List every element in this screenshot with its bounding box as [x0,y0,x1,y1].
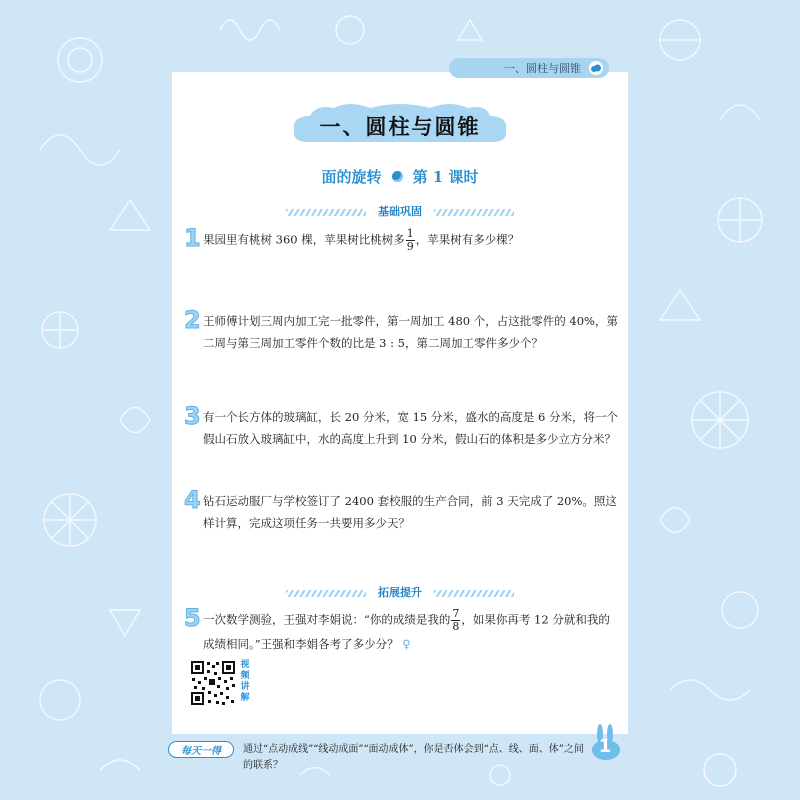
fraction-denominator: 9 [406,240,414,253]
question-2-text [203,310,618,354]
question-3-line-2: 假山石放入玻璃缸中，水的高度上升到 10 分米，假山石的体积是多少立方分米？ [203,432,616,446]
question-number-3: 3 [184,402,201,430]
question-2-line-1: 王师傅计划三周内加工完一批零件，第一周加工 480 个，占这批零件的 40%，第 [203,314,618,328]
section-extend-label: 拓展提升 [378,586,422,599]
question-4-text [203,490,617,534]
hatch-decoration [434,209,514,216]
question-3-text [203,406,618,450]
fraction-numerator: 1 [406,227,414,240]
question-1-text-b: ，苹果树有多少棵？ [415,232,520,247]
question-5-text-a: 一次数学测验，王强对李娟说：“你的成绩是我的 [203,612,451,627]
question-1-text-a: 果园里有桃树 360 棵，苹果树比桃树多 [203,232,405,247]
qr-code[interactable] [190,660,236,706]
question-3-line-1: 有一个长方体的玻璃缸，长 20 分米，宽 15 分米，盛水的高度是 6 分米，将一个 [203,410,619,424]
question-5-text-b: ，如果你再考 12 分就和我的 [461,612,610,627]
question-5-line-2: 成绩相同。”王强和李娟各考了多少分？ [203,637,399,651]
section-basic-label: 基础巩固 [378,205,422,218]
cloud-icon [589,61,603,75]
running-header-title: 一、圆柱与圆锥 [504,62,581,75]
footer-tip-line-1: 通过“点动成线”“线动成面”“面动成体”，你是否体会到“点、线、面、体”之间 [243,744,584,755]
ball-icon [392,171,403,182]
hatch-decoration [434,590,514,597]
section-extend [270,586,530,600]
lesson-period: 第 1 课时 [412,167,479,186]
fraction [406,228,415,253]
fraction [451,608,460,633]
footer-tip [243,742,593,774]
running-header [449,58,609,78]
question-2-line-2: 二周与第三周加工零件个数的比是 3 : 5，第二周加工零件多少个？ [203,336,543,350]
question-1-text [203,228,519,253]
lesson-heading [300,164,500,188]
question-number-2: 2 [184,306,201,334]
footer-tip-line-2: 的联系？ [243,760,283,771]
qr-label: 视频讲解 [240,660,250,703]
fraction-numerator: 7 [452,607,460,620]
page-number: 1 [598,736,612,757]
chapter-title: 一、圆柱与圆锥 [319,115,481,139]
section-basic [270,205,530,219]
question-4-line-1: 钻石运动服厂与学校签订了 2400 套校服的生产合同，前 3 天完成了 20%。照这 [203,494,617,508]
question-number-5: 5 [184,604,201,632]
question-number-1: 1 [184,224,201,252]
lightbulb-icon: ♀ [402,637,411,651]
hatch-decoration [286,590,366,597]
daily-tip-badge: 每天一得 [168,741,234,758]
lesson-name: 面的旋转 [321,167,382,186]
hatch-decoration [286,209,366,216]
fraction-denominator: 8 [452,620,460,633]
question-number-4: 4 [184,486,201,514]
question-4-line-2: 样计算，完成这项任务一共要用多少天？ [203,516,410,530]
question-5-text [203,608,610,655]
